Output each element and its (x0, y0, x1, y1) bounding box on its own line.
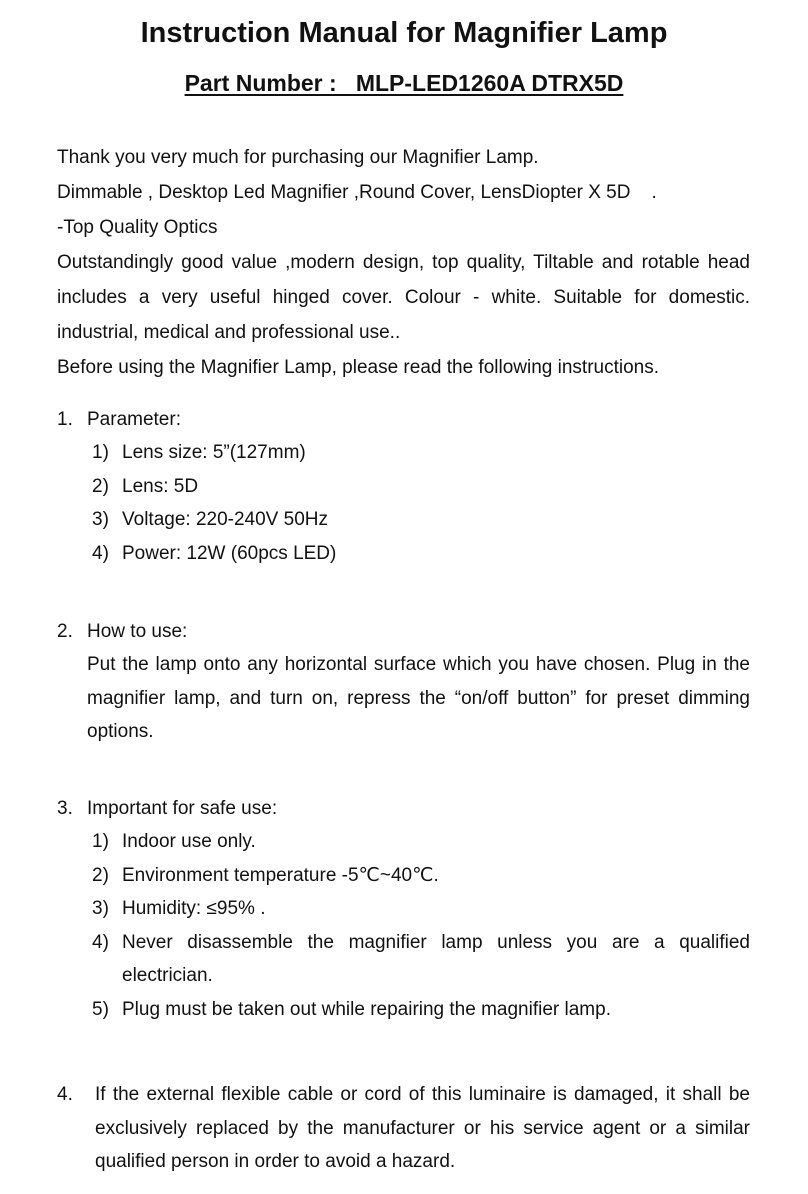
section-paragraph: If the external flexible cable or cord of this luminaire is damaged, it shall be exclusively replaced by the manufacturer or his service agent or a similar qualified person in order to avoid a hazard. (95, 1084, 750, 1172)
intro-paragraph: Outstandingly good value ,modern design, top quality, Tiltable and rotable head includes a very useful hinged cover. Colour - white. Suitable for domestic. industrial, medical and professional use.. (57, 252, 750, 343)
item-text: Power: 12W (60pcs LED) (122, 542, 337, 564)
intro-thanks: Thank you very much for purchasing our Magnifier Lamp. (57, 147, 539, 168)
section-number: 2. (57, 621, 73, 642)
list-item (57, 503, 750, 537)
item-text: Environment temperature -5℃~40℃. (122, 864, 439, 886)
item-number: 4) (92, 931, 109, 953)
part-number (0, 67, 808, 99)
intro-read-instructions: Before using the Magnifier Lamp, please read the following instructions. (57, 357, 660, 378)
item-text: Plug must be taken out while repairing the magnifier lamp. (122, 998, 611, 1020)
item-number: 1) (92, 831, 109, 852)
item-text: Voltage: 220-240V 50Hz (122, 509, 328, 530)
item-number: 5) (92, 998, 109, 1020)
intro-optics: -Top Quality Optics (57, 217, 218, 238)
part-number-text: Part Number : MLP-LED1260A DTRX5D (184, 70, 624, 96)
section-number: 3. (57, 798, 73, 819)
intro-product-description: Dimmable , Desktop Led Magnifier ,Round Cover, LensDiopter X 5D . (57, 182, 657, 203)
intro-section (57, 140, 750, 385)
section-title: Important for safe use: (87, 798, 278, 819)
list-item (57, 537, 750, 571)
section-title: How to use: (87, 621, 188, 642)
section-heading (57, 792, 750, 825)
section-safe-use (57, 792, 750, 1026)
list-item (57, 926, 750, 993)
item-number: 2) (92, 475, 109, 497)
item-number: 1) (92, 442, 109, 463)
section-how-to-use (57, 615, 750, 749)
item-number: 3) (92, 509, 109, 530)
section-heading (57, 403, 750, 436)
item-number: 3) (92, 898, 109, 919)
section-heading (57, 1078, 750, 1179)
list-item (57, 993, 750, 1027)
item-text: Indoor use only. (122, 831, 256, 852)
section-cable-damage (57, 1078, 750, 1179)
item-text: Lens: 5D (122, 475, 199, 497)
list-item (57, 859, 750, 893)
section-title: Parameter: (87, 409, 181, 430)
section-paragraph: Put the lamp onto any horizontal surface which you have chosen. Plug in the magnifier lamp, and turn on, repress the “on/off button” for preset dimming options. (87, 654, 750, 742)
document-title: Instruction Manual for Magnifier Lamp (140, 17, 668, 49)
item-text: Humidity: ≤95% . (122, 898, 266, 919)
item-text: Never disassemble the magnifier lamp unless you are a qualified electrician. (122, 931, 750, 986)
item-text: Lens size: 5”(127mm) (122, 442, 306, 463)
list-item (57, 892, 750, 926)
section-parameter (57, 403, 750, 570)
section-heading (57, 615, 750, 648)
list-item (57, 470, 750, 504)
section-number: 4. (57, 1084, 73, 1105)
section-number: 1. (57, 409, 73, 430)
list-item (57, 436, 750, 470)
list-item (57, 825, 750, 859)
item-number: 2) (92, 864, 109, 886)
item-number: 4) (92, 542, 109, 564)
